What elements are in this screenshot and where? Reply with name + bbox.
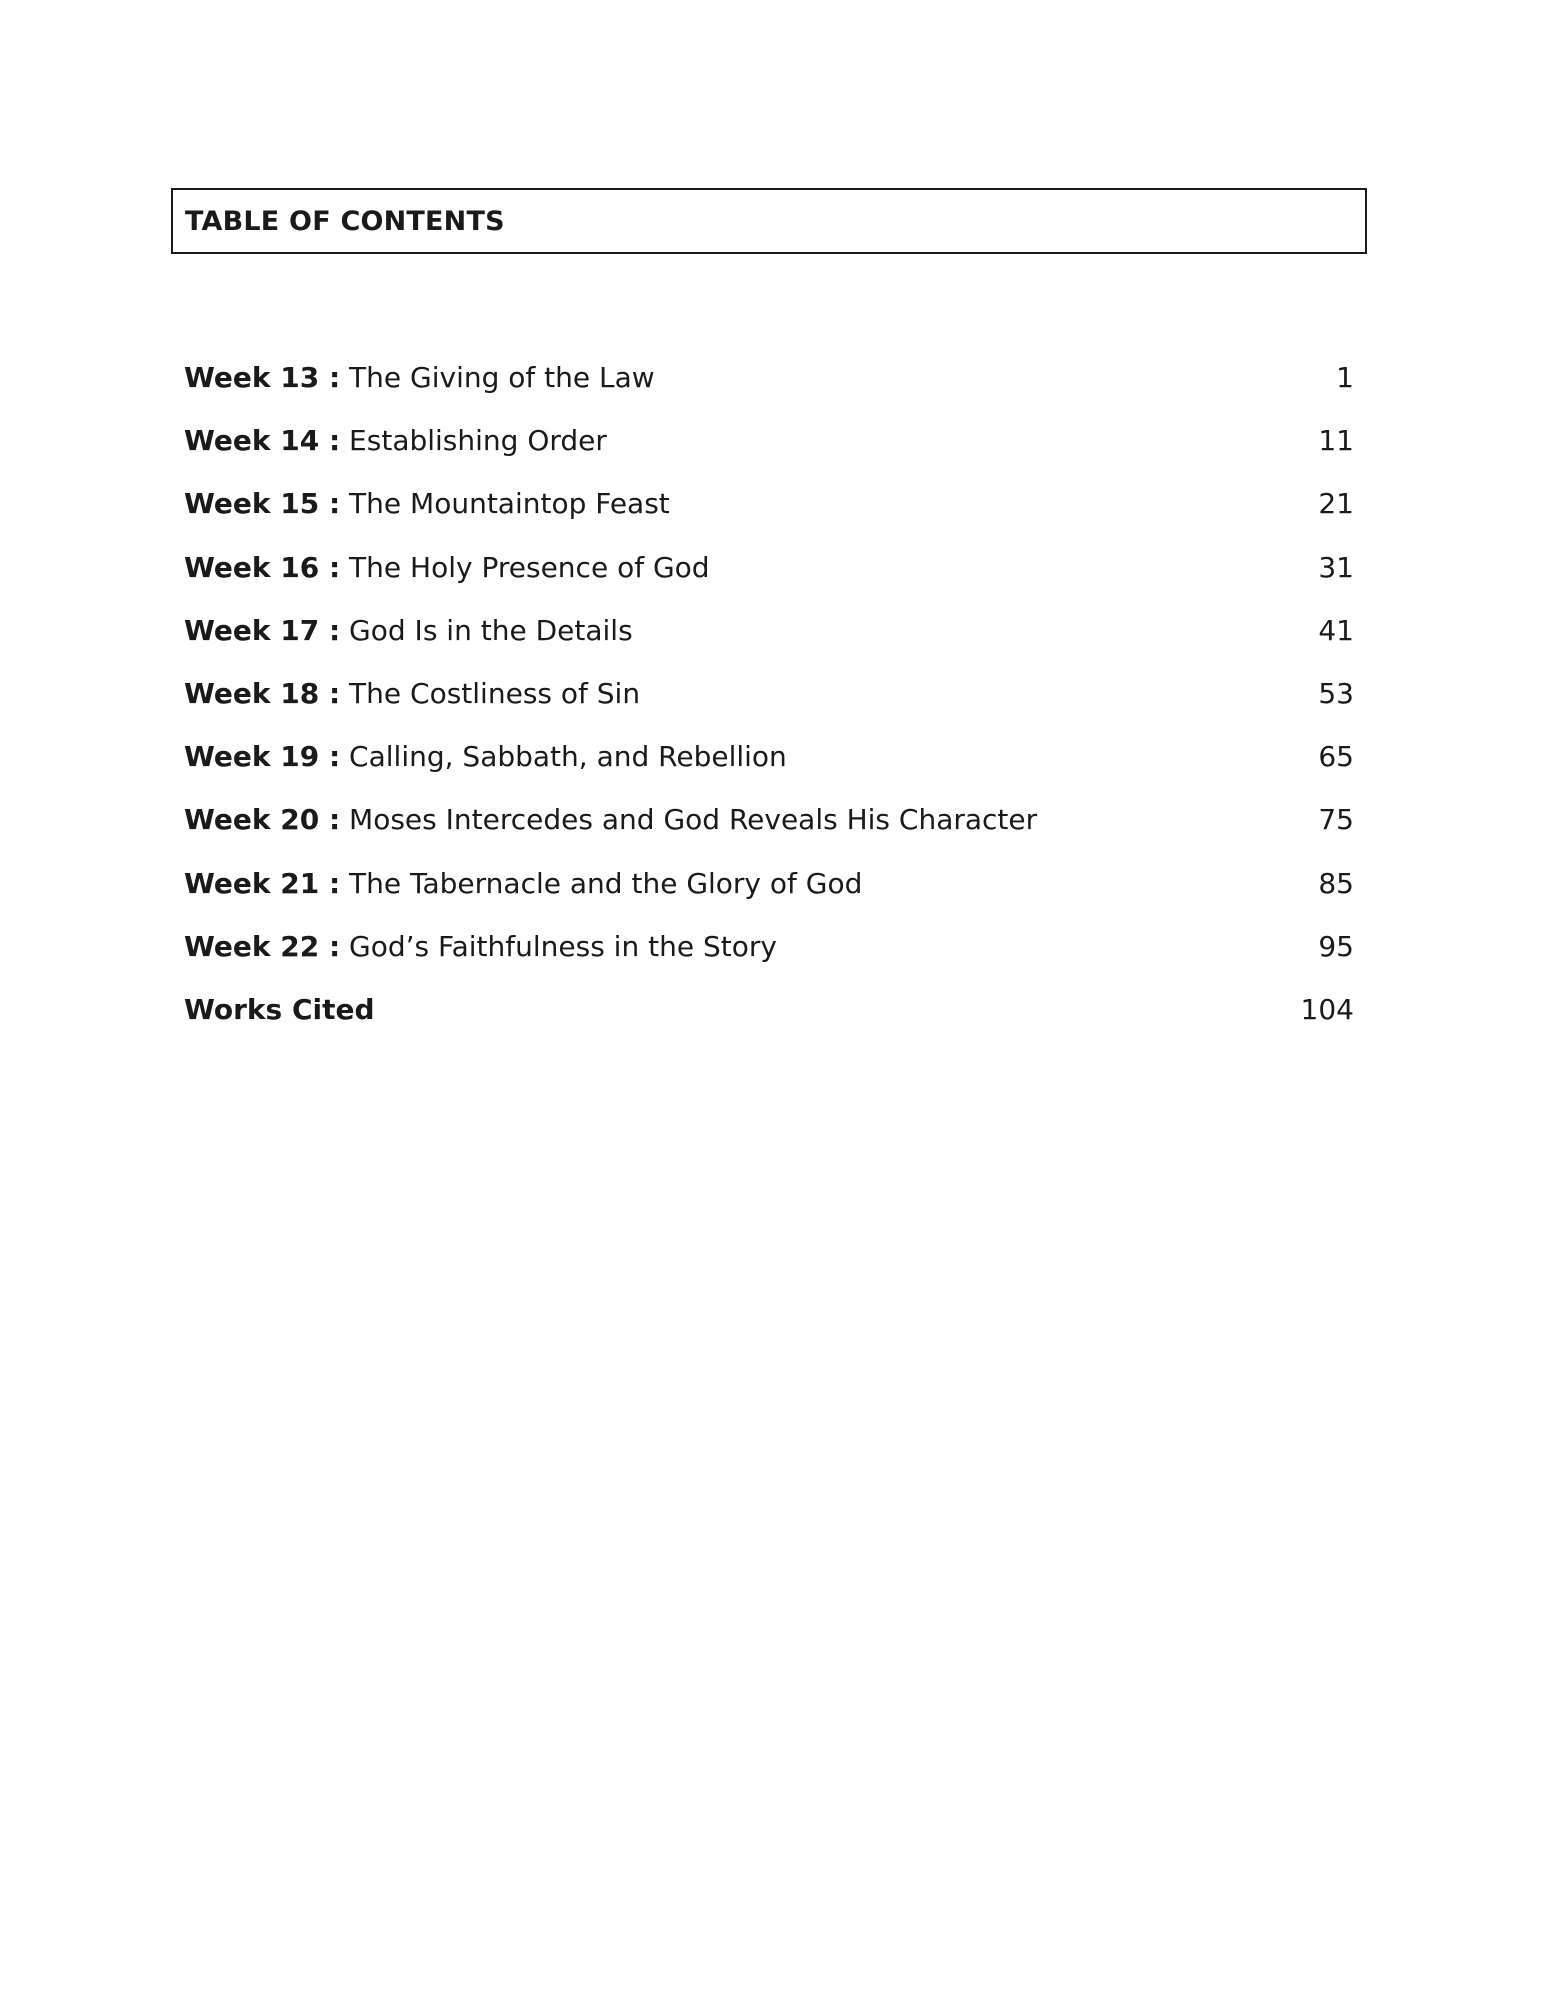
toc-page-number: 75 — [1318, 803, 1354, 837]
toc-page-number: 95 — [1318, 929, 1354, 963]
toc-header-box — [171, 188, 1367, 254]
toc-title: TABLE OF CONTENTS — [185, 205, 505, 237]
works-cited-label: Works Cited — [184, 992, 375, 1026]
toc-page-number: 31 — [1318, 550, 1354, 584]
toc-entry[interactable] — [184, 409, 1354, 472]
toc-entry[interactable] — [184, 725, 1354, 788]
toc-entry-title: The Costliness of Sin — [340, 677, 641, 711]
toc-page-number: 104 — [1300, 992, 1354, 1026]
toc-entry-text — [184, 930, 777, 963]
toc-entry-title: The Mountaintop Feast — [340, 487, 670, 521]
toc-page-number: 85 — [1318, 866, 1354, 900]
toc-page-number: 41 — [1318, 613, 1354, 647]
toc-page-number: 21 — [1318, 487, 1354, 521]
toc-entry-text — [184, 424, 607, 457]
toc-entry-text — [184, 614, 633, 647]
toc-entry[interactable] — [184, 599, 1354, 662]
toc-week-label: Week 16 : — [184, 550, 341, 584]
toc-week-label: Week 15 : — [184, 487, 341, 521]
toc-entry-title: Moses Intercedes and God Reveals His Character — [340, 803, 1038, 837]
toc-entry-title: God’s Faithfulness in the Story — [340, 929, 777, 963]
toc-entry-text — [184, 361, 655, 394]
toc-entry-text — [184, 551, 710, 584]
toc-entry-text — [184, 867, 862, 900]
toc-entry[interactable] — [184, 788, 1354, 851]
toc-entry-text — [184, 740, 787, 773]
toc-entry[interactable] — [184, 915, 1354, 978]
toc-week-label: Week 17 : — [184, 613, 341, 647]
toc-week-label: Week 19 : — [184, 740, 341, 774]
toc-entry[interactable] — [184, 662, 1354, 725]
toc-entry[interactable] — [184, 536, 1354, 599]
toc-week-label: Week 13 : — [184, 361, 341, 395]
toc-week-label: Week 14 : — [184, 424, 341, 458]
toc-page-number: 11 — [1318, 424, 1354, 458]
toc-entry[interactable] — [184, 852, 1354, 915]
toc-entry-text — [184, 803, 1037, 836]
toc-week-label: Week 18 : — [184, 677, 341, 711]
toc-list — [184, 346, 1354, 1041]
toc-week-label: Week 22 : — [184, 929, 341, 963]
toc-entry-title: God Is in the Details — [340, 613, 633, 647]
toc-entry-title: The Tabernacle and the Glory of God — [340, 866, 863, 900]
toc-entry-text — [184, 487, 670, 520]
toc-page-number: 53 — [1318, 677, 1354, 711]
toc-week-label: Week 20 : — [184, 803, 341, 837]
toc-entry-title: The Giving of the Law — [340, 361, 655, 395]
toc-entry-works-cited[interactable] — [184, 978, 1354, 1041]
toc-entry-text — [184, 677, 640, 710]
toc-entry-title: Establishing Order — [340, 424, 607, 458]
toc-page-number: 1 — [1336, 361, 1354, 395]
toc-entry-title: Calling, Sabbath, and Rebellion — [340, 740, 787, 774]
toc-page-number: 65 — [1318, 740, 1354, 774]
toc-entry[interactable] — [184, 472, 1354, 535]
toc-week-label: Week 21 : — [184, 866, 341, 900]
toc-entry[interactable] — [184, 346, 1354, 409]
toc-entry-title: The Holy Presence of God — [340, 550, 710, 584]
